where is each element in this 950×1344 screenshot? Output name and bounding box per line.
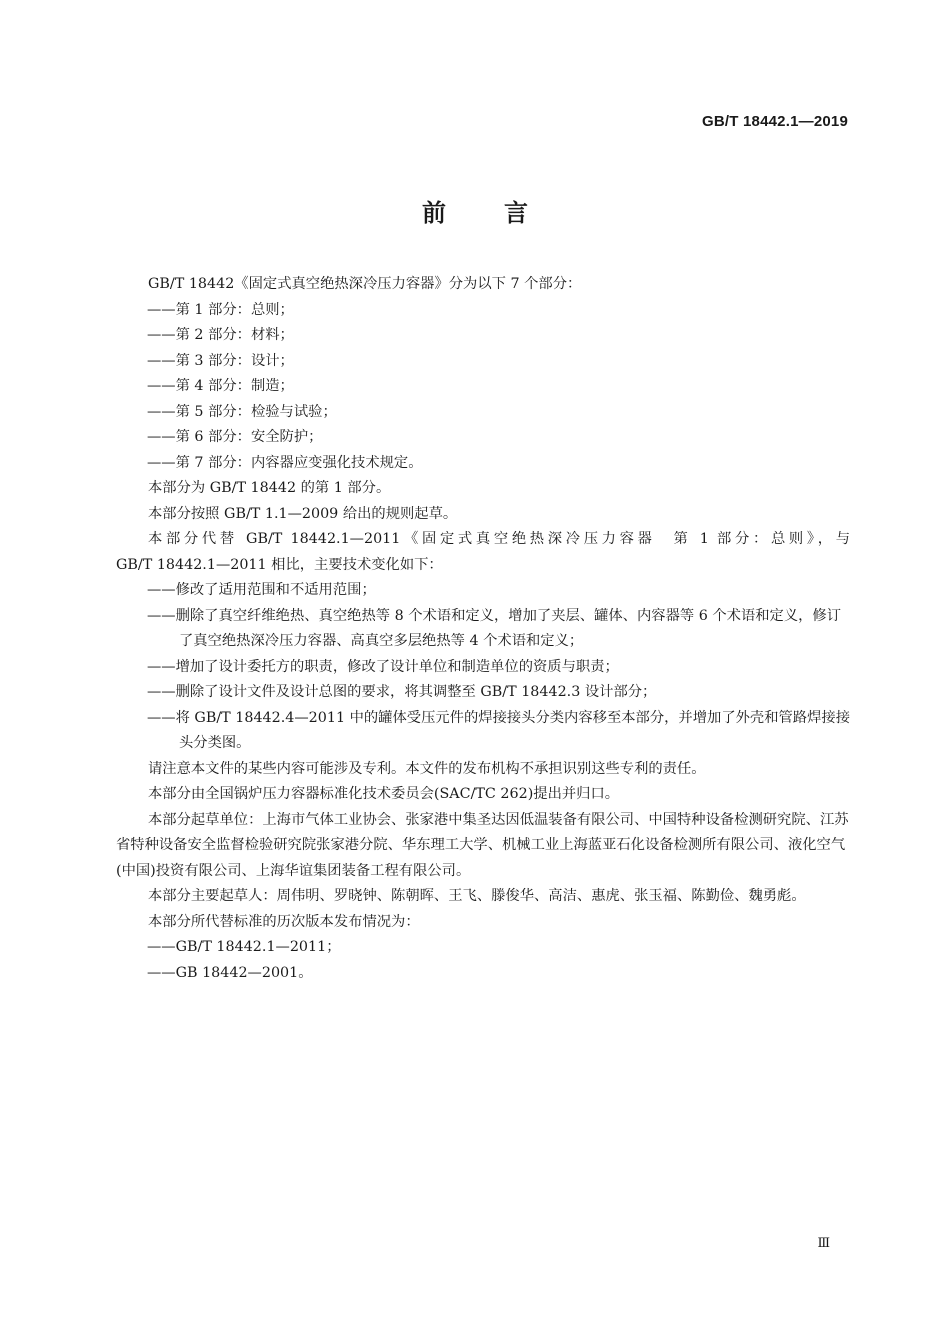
part-item-6: ——第 6 部分：安全防护； — [147, 429, 323, 445]
change-item-4: ——删除了设计文件及设计总图的要求，将其调整至 GB/T 18442.3 设计部分； — [147, 684, 657, 700]
replaces-paragraph-line-1: 本部分代替 GB/T 18442.1—2011《固定式真空绝热深冷压力容器 第 1 部分：总则》，与 — [148, 531, 850, 547]
change-item-5: ——将 GB/T 18442.4—2011 中的罐体受压元件的焊接接头分类内容移至本部分，并增加了外壳和管路焊接接头分类图。 — [147, 709, 850, 751]
intro-paragraph: GB/T 18442《固定式真空绝热深冷压力容器》分为以下 7 个部分： — [148, 276, 582, 292]
drafting-rule-paragraph: 本部分按照 GB/T 1.1—2009 给出的规则起草。 — [148, 505, 458, 522]
change-item-3: ——增加了设计委托方的职责，修改了设计单位和制造单位的资质与职责； — [147, 658, 619, 675]
replaces-paragraph-line-2: GB/T 18442.1—2011 相比，主要技术变化如下： — [116, 556, 443, 573]
drafters-paragraph: 本部分主要起草人：周伟明、罗晓钟、陈朝晖、王飞、滕俊华、高洁、惠虎、张玉福、陈勤俭、魏勇彪。 — [148, 888, 806, 904]
history-item-1: ——GB/T 18442.1—2011； — [147, 939, 341, 955]
part-item-3: ——第 3 部分：设计； — [147, 352, 294, 369]
history-intro-paragraph: 本部分所代替标准的历次版本发布情况为： — [148, 913, 420, 930]
drafting-units-paragraph: 本部分起草单位：上海市气体工业协会、张家港中集圣达因低温装备有限公司、中国特种设备检测研究院、江苏省特种设备安全监督检验研究院张家港分院、华东理工大学、机械工业上海蓝亚石化设备检测所有限公司、液化空气(中国)投资有限公司、上海华谊集团装备工程有限公司。 — [116, 811, 849, 879]
part-item-1: ——第 1 部分：总则； — [147, 301, 294, 318]
document-body — [116, 272, 850, 986]
part-item-5: ——第 5 部分：检验与试验； — [147, 403, 337, 420]
patent-notice-paragraph: 请注意本文件的某些内容可能涉及专利。本文件的发布机构不承担识别这些专利的责任。 — [148, 760, 706, 777]
part-item-7: ——第 7 部分：内容器应变强化技术规定。 — [147, 454, 423, 471]
part-item-4: ——第 4 部分：制造； — [147, 378, 294, 394]
page-number: Ⅲ — [817, 1236, 830, 1251]
standard-number: GB/T 18442.1—2019 — [702, 113, 848, 130]
change-item-1: ——修改了适用范围和不适用范围； — [147, 582, 376, 598]
part-item-2: ——第 2 部分：材料； — [147, 327, 294, 343]
change-item-2: ——删除了真空纤维绝热、真空绝热等 8 个术语和定义，增加了夹层、罐体、内容器等 6 个术语和定义，修订了真空绝热深冷压力容器、高真空多层绝热等 4 个术语和定义； — [147, 607, 842, 649]
history-item-2: ——GB 18442—2001。 — [147, 964, 313, 981]
page-title: 前言 — [422, 199, 586, 227]
proposed-by-paragraph: 本部分由全国锅炉压力容器标准化技术委员会(SAC/TC 262)提出并归口。 — [148, 786, 620, 802]
this-part-paragraph: 本部分为 GB/T 18442 的第 1 部分。 — [148, 480, 391, 496]
